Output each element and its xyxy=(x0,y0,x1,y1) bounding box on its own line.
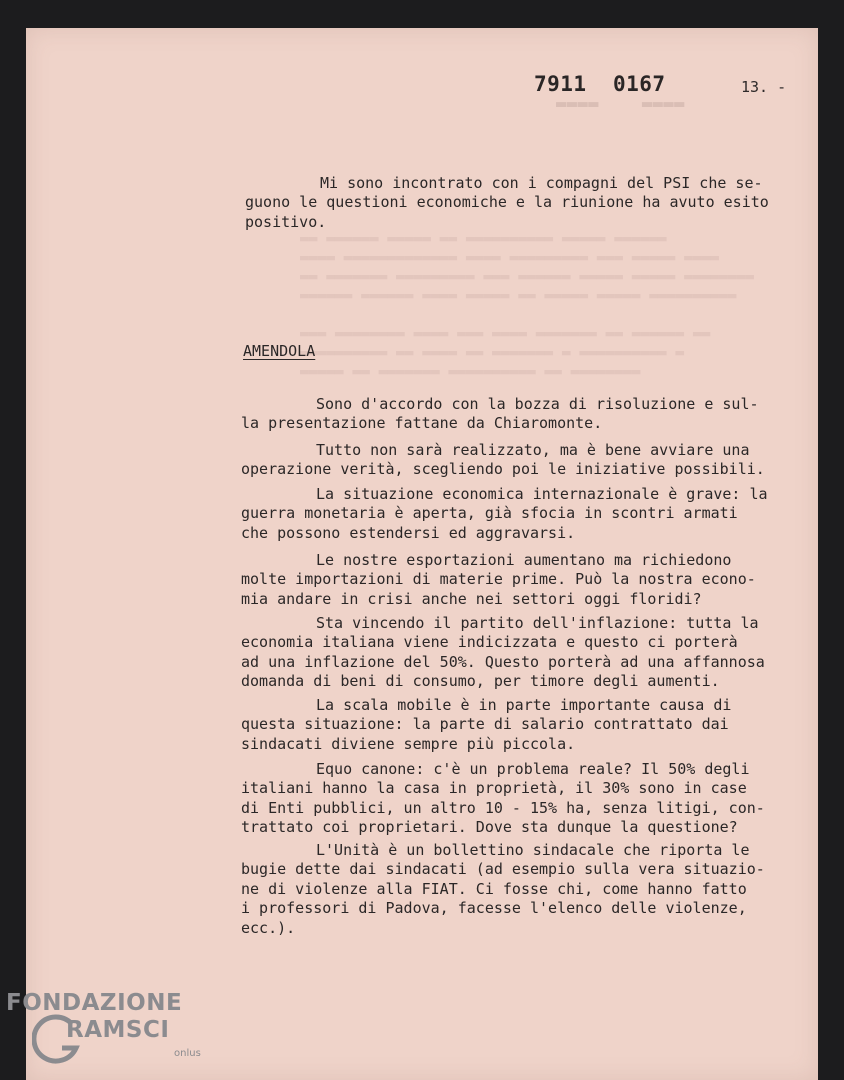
document-number-ghost: ▬▬▬▬ ▬▬▬▬ xyxy=(556,94,685,114)
paragraph: La scala mobile è in parte importante causa di questa situazione: la parte di salario contrattato dai sindacati diviene sempre più piccola. xyxy=(241,696,732,753)
page-number: 13. - xyxy=(741,78,787,96)
paragraph: Equo canone: c'è un problema reale? Il 50% degli italiani hanno la casa in proprietà, il 30% sono in case di Enti pubblici, un altro 10 - 15% ha, senza litigi, con- trattato coi proprietari. Dove sta dunque la questione? xyxy=(241,760,765,837)
paragraph: La situazione economica internazionale è grave: la guerra monetaria è aperta, già sfocia in scontri armati che possono estendersi ed aggravarsi. xyxy=(241,485,768,542)
speaker-heading: AMENDOLA xyxy=(243,342,316,360)
paragraph: Sta vincendo il partito dell'inflazione: tutta la economia italiana viene indicizzata e questo ci porterà ad una inflazione del 50%. Questo porterà ad una affannosa domanda di beni di consumo, per timore degli aumenti. xyxy=(241,614,765,691)
paragraph: L'Unità è un bollettino sindacale che riporta le bugie dette dai sindacati (ad esempio sulla vera situazio- ne di violenze alla FIAT. Ci fosse chi, come hanno fatto i professori di Padova, facesse l'elenco delle violenze, ecc.). xyxy=(241,841,765,937)
paragraph: Tutto non sarà realizzato, ma è bene avviare una operazione verità, scegliendo poi le iniziative possibili. xyxy=(241,441,765,479)
intro-paragraph: Mi sono incontrato con i compagni del PSI che se- guono le questioni economiche e la riunione ha avuto esito positivo. xyxy=(245,174,769,231)
document-number-sheet: 0167 xyxy=(613,72,666,96)
logo-line-2: RAMSCI xyxy=(66,1017,170,1043)
paragraph: Le nostre esportazioni aumentano ma richiedono molte importazioni di materie prime. Può la nostra econo- mia andare in crisi anche nei settori oggi floridi? xyxy=(241,551,756,608)
paragraph: Sono d'accordo con la bozza di risoluzione e sul- la presentazione fattane da Chiaromonte. xyxy=(241,395,759,433)
fondazione-gramsci-logo xyxy=(6,990,216,1072)
logo-line-3: onlus xyxy=(174,1048,201,1059)
document-number-series: 7911 xyxy=(534,72,587,96)
logo-line-1: FONDAZIONE xyxy=(6,990,183,1016)
